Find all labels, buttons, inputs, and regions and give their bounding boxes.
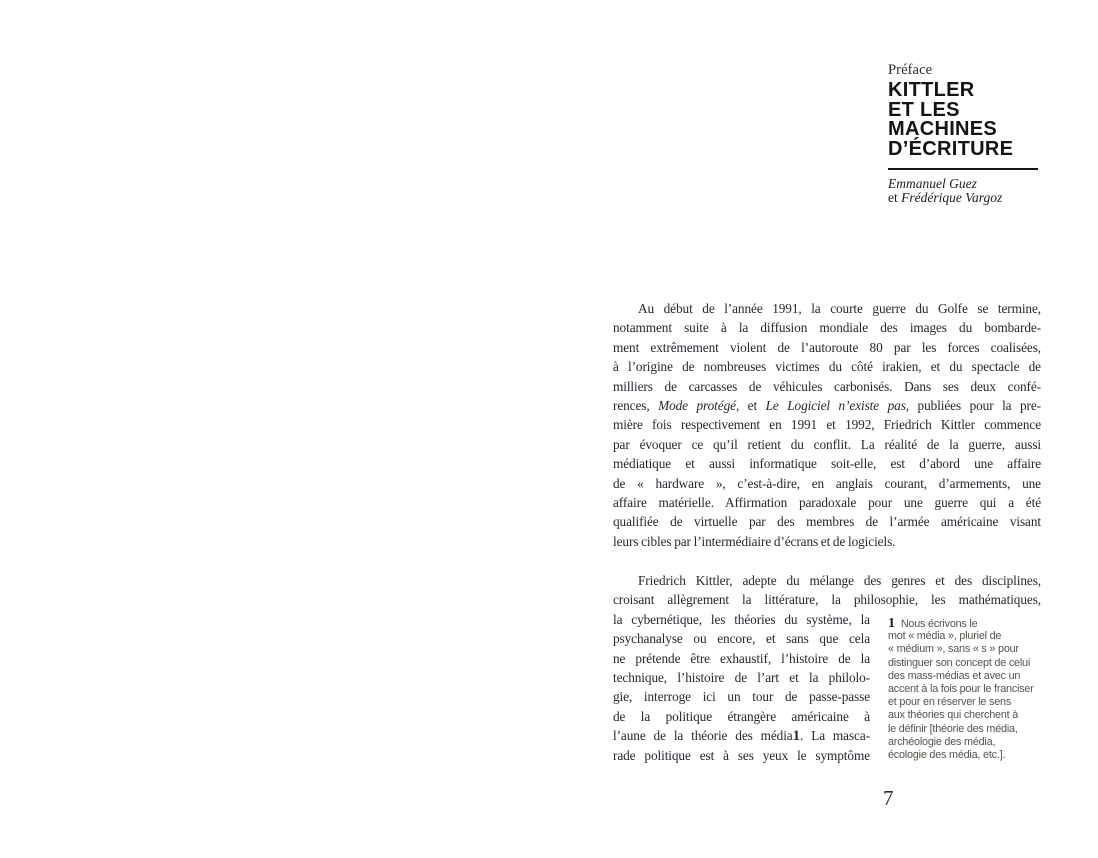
footnote-marker: 1 [888, 616, 895, 632]
text-run: de la politique étrangère américaine à [613, 708, 870, 724]
text-run: rade politique est à ses yeux le symptôme [613, 747, 870, 763]
text-run: par évoquer ce qu’il retient du conflit. La réalité de la guerre, aussi [613, 436, 1041, 452]
text-run: affaire matérielle. Affirmation paradoxale pour une guerre qui a été [613, 494, 1041, 510]
sidenote-line [888, 630, 1048, 643]
italic-text-run: Le Logiciel n’existe pas [765, 397, 906, 413]
text-line [613, 415, 1041, 434]
text-run: psychanalyse ou encore, et sans que cela [613, 631, 870, 647]
authors-block [888, 177, 1042, 205]
footnote-ref-number: 1 [792, 728, 801, 745]
sidenote-text-run: aux théories qui cherchent à [888, 709, 1019, 722]
sidenote-line [888, 749, 1048, 762]
text-line [613, 610, 870, 629]
sidenote-line [888, 657, 1048, 670]
text-run: mière fois respectivement en 1991 et 1992, Friedrich Kittler commence [613, 417, 1041, 433]
text-run: milliers de carcasses de véhicules carbonisés. Dans ses deux confé- [613, 378, 1041, 394]
sidenote-text-run: « médium », sans « s » pour [888, 643, 1019, 656]
text-run: gie, interroge ici un tour de passe-passe [613, 689, 870, 705]
text-run: , publiées pour la pre- [905, 397, 1041, 413]
body-column [613, 299, 1041, 765]
text-line [613, 299, 1041, 318]
footnote-sidenote [888, 617, 1048, 762]
sidenote-line [888, 670, 1048, 683]
text-run: Friedrich Kittler, adepte du mélange des genres et des disciplines, [638, 573, 1041, 589]
text-run: médiatique et aussi informatique soit-elle, est d’abord une affaire [613, 456, 1041, 472]
text-line [613, 707, 870, 726]
text-line [613, 512, 1041, 531]
sidenote-text-run: le définir [théorie des média, [888, 722, 1018, 735]
title-line: MACHINES [888, 118, 998, 141]
sidenote-line [888, 683, 1048, 696]
sidenote-line [888, 709, 1048, 722]
text-run: Au début de l’année 1991, la courte guerre du Golfe se termine, [638, 301, 1041, 316]
sidenote-line [888, 643, 1048, 656]
text-run: la cybernétique, les théories du système, la [613, 611, 870, 627]
text-run: notamment suite à la diffusion mondiale des images du bombarde- [613, 320, 1041, 336]
text-line [613, 474, 1041, 493]
text-run: rences, [613, 397, 659, 413]
italic-text-run: Mode protégé [658, 397, 736, 413]
title-line: KITTLER [888, 79, 975, 101]
text-line [613, 590, 1041, 609]
sidenote-text-run: Nous écrivons le [900, 618, 978, 631]
sidenote-text-run: accent à la fois pour le franciser [888, 683, 1034, 696]
sidenote-text-run: mot « média », pluriel de [888, 630, 1002, 643]
sidenote-line [888, 736, 1048, 749]
text-line [613, 668, 870, 687]
text-run: à l’origine de nombreuses victimes du côté irakien, et du spectacle de [613, 359, 1041, 375]
text-run: qualifiée de virtuelle par des membres de l’armée américaine visant [613, 514, 1041, 530]
title-rule [888, 168, 1038, 170]
kicker: Préface [888, 62, 933, 78]
sidenote-text-run: et pour en réserver le sens [888, 696, 1012, 709]
chapter-title [888, 81, 1042, 159]
text-run: de « hardware », c’est-à-dire, en anglais courant, d’armements, une [613, 475, 1041, 491]
text-run: , et [735, 397, 766, 413]
text-run: et [888, 190, 902, 206]
page-number: 7 [883, 786, 894, 810]
text-line [613, 687, 870, 706]
sidenote-text-run: distinguer son concept de celui [888, 656, 1031, 669]
text-run: leurs cibles par l’intermédiaire d’écrans et de logiciels. [613, 533, 896, 549]
italic-text-run: Emmanuel Guez [888, 176, 977, 192]
text-line [613, 454, 1041, 473]
sidenote-line [888, 723, 1048, 736]
text-line [613, 338, 1041, 357]
author-line [888, 177, 1042, 191]
text-line [613, 746, 870, 765]
sidenote-text-run: des mass-médias et avec un [888, 669, 1021, 682]
text-run: technique, l’histoire de l’art et la philolo- [613, 670, 870, 686]
title-line: ET LES [888, 98, 960, 121]
text-line [613, 318, 1041, 337]
text-run: ment extrêmement violent de l’autoroute 80 par les forces coalisées, [613, 339, 1041, 355]
chapter-header [888, 62, 1042, 205]
text-line [613, 377, 1041, 396]
sidenote-line [888, 617, 1048, 630]
paragraph-2 [613, 571, 1041, 765]
title-line: D’ÉCRITURE [888, 137, 1014, 160]
paragraph-1 [613, 299, 1041, 551]
text-line [613, 396, 1041, 415]
text-line [613, 357, 1041, 376]
sidenote-text-run: archéologie des média, [888, 735, 996, 748]
text-line [613, 726, 870, 745]
text-run: . La masca- [800, 728, 870, 744]
text-line [613, 629, 870, 648]
text-run: croisant allègrement la littérature, la philosophie, les mathématiques, [613, 592, 1041, 608]
text-run: ne prétende être exhaustif, l’histoire de la [613, 650, 870, 666]
text-line [613, 649, 870, 668]
author-line [888, 191, 1042, 205]
sidenote-text-run: écologie des média, etc.]. [888, 748, 1006, 761]
text-line [613, 493, 1041, 512]
text-line [613, 532, 1041, 551]
text-run: l’aune de la théorie des média [613, 728, 793, 744]
text-line [613, 571, 1041, 590]
sidenote-line [888, 696, 1048, 709]
italic-text-run: Frédérique Vargoz [901, 190, 1003, 206]
text-line [613, 435, 1041, 454]
